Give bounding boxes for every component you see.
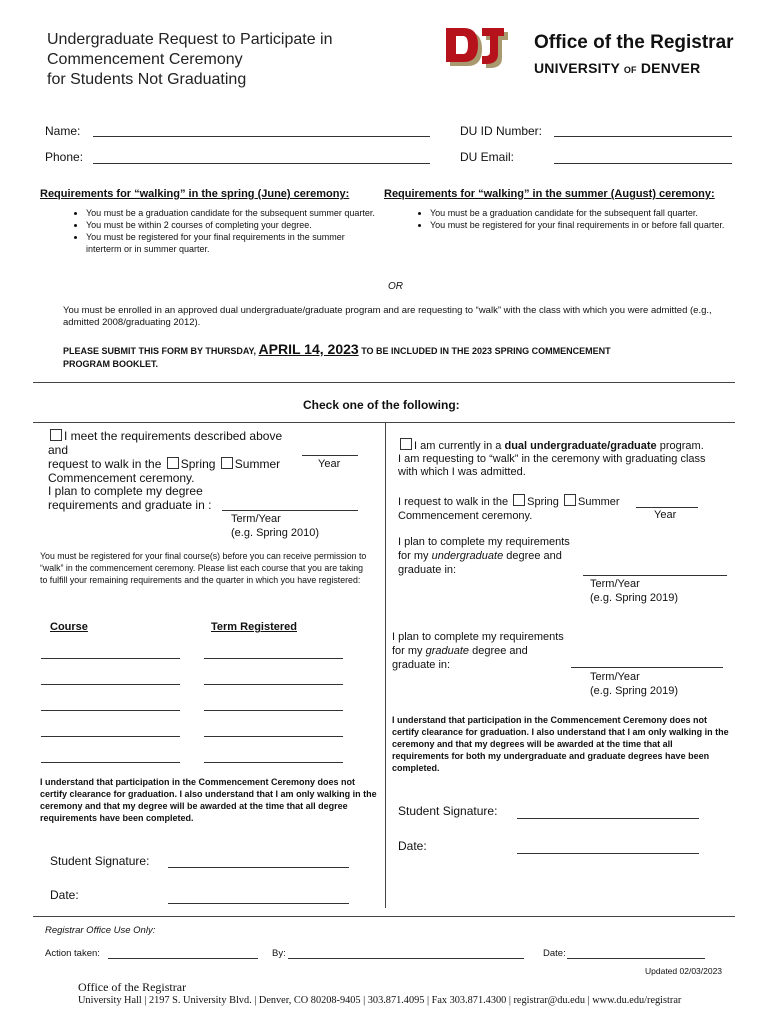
options-top-border — [33, 422, 735, 423]
submit-line-2: PROGRAM BOOKLET. — [63, 359, 159, 369]
summer-label: Summer — [234, 457, 281, 471]
dual-option — [398, 438, 723, 479]
column-divider — [385, 422, 386, 908]
registered-note: You must be registered for your final course(s) before you can receive permission to “walk” in the commencement ceremony. Please list each course that you are taking to fulfill your remaining requirements and the quarter in which you have registered: — [40, 551, 367, 585]
right-date-field[interactable] — [517, 853, 699, 854]
list-item: • You must be a graduation candidate for the subsequent fall quarter. — [430, 207, 746, 219]
ug-text-b2: undergraduate — [431, 550, 504, 562]
left-signature-label: Student Signature: — [50, 854, 150, 868]
term-year-label: Term/Year — [590, 671, 640, 683]
course-field[interactable] — [41, 762, 180, 763]
g-text-a: I plan to complete my requirements — [392, 631, 564, 643]
right-year-label: Year — [654, 509, 677, 521]
term-field[interactable] — [204, 684, 343, 685]
summer-checkbox[interactable] — [221, 457, 233, 469]
term-year-label: Term/Year — [231, 513, 281, 525]
ug-text-a: I plan to complete my requirements — [398, 536, 570, 548]
office-use-divider — [33, 916, 735, 917]
email-field[interactable] — [554, 163, 732, 164]
spring-checkbox[interactable] — [167, 457, 179, 469]
meet-text-b: request to walk in the — [48, 457, 162, 471]
right-signature-field[interactable] — [517, 818, 699, 819]
right-year-field[interactable] — [636, 507, 698, 508]
office-date-field[interactable] — [567, 958, 705, 959]
course-header: Course — [50, 621, 88, 633]
walk-option — [398, 494, 620, 523]
meet-requirements-option — [48, 429, 303, 485]
ug-text-b1: for my — [398, 550, 429, 562]
g-text-b2: graduate — [425, 645, 470, 657]
undergraduate-term-hint — [590, 577, 678, 605]
footer-address: University Hall | 2197 S. University Blvd. | Denver, CO 80208-9405 | 303.871.4095 | Fax 303.871.4300 | registrar@du.edu | www.du.edu/registrar — [78, 995, 682, 1006]
summer-requirements-heading: Requirements for “walking” in the summer (August) ceremony: — [384, 188, 715, 200]
course-field[interactable] — [41, 658, 180, 659]
dual-text-c: program. — [659, 440, 704, 452]
left-date-field[interactable] — [168, 903, 349, 904]
action-taken-field[interactable] — [108, 958, 258, 959]
university-word: UNIVERSITY — [534, 60, 620, 76]
meet-text-a: I meet the requirements described above and — [48, 429, 283, 457]
right-spring-checkbox[interactable] — [513, 494, 525, 506]
term-example: (e.g. Spring 2019) — [590, 592, 679, 604]
footer-office: Office of the Registrar — [78, 980, 187, 994]
by-label: By: — [272, 948, 286, 959]
submit-suffix: TO BE INCLUDED IN THE 2023 SPRING COMMENCEMENT — [361, 346, 611, 356]
walk-text-a: I request to walk in the — [398, 496, 509, 508]
name-field[interactable] — [93, 136, 430, 137]
spring-requirements-heading: Requirements for “walking” in the spring (June) ceremony: — [40, 188, 350, 200]
spring-label: Spring — [180, 457, 216, 471]
left-date-label: Date: — [50, 888, 79, 902]
submit-prefix: PLEASE SUBMIT THIS FORM BY THURSDAY, — [63, 346, 257, 356]
title-line-1: Undergraduate Request to Participate in — [47, 31, 333, 48]
phone-field[interactable] — [93, 163, 430, 164]
course-field[interactable] — [41, 710, 180, 711]
list-item: • You must be registered for your final requirements in the summer interterm or in summer quarter. — [86, 231, 376, 255]
section-divider — [33, 382, 735, 383]
action-taken-label: Action taken: — [45, 948, 100, 959]
updated-date: Updated 02/03/2023 — [645, 966, 723, 976]
right-spring-label: Spring — [527, 496, 559, 508]
left-signature-field[interactable] — [168, 867, 349, 868]
ug-text-b3: degree and — [506, 550, 562, 562]
denver-word: DENVER — [640, 60, 701, 76]
graduate-term-field[interactable] — [571, 667, 723, 668]
dual-text-d: I am requesting to “walk” in the ceremony with graduating class with which I was admitted. — [398, 453, 706, 478]
term-registered-header: Term Registered — [211, 621, 297, 633]
undergraduate-term-field[interactable] — [583, 575, 727, 576]
list-item: • You must be registered for your final requirements in or before fall quarter. — [430, 219, 746, 231]
term-field[interactable] — [204, 736, 343, 737]
right-summer-label: Summer — [577, 496, 620, 508]
du-id-label: DU ID Number: — [460, 124, 543, 138]
dual-text-a: I am currently in a — [414, 440, 502, 452]
by-field[interactable] — [288, 958, 524, 959]
right-date-label: Date: — [398, 839, 427, 853]
graduate-term-hint — [590, 670, 678, 698]
office-title: Office of the Registrar — [534, 32, 734, 53]
graduate-plan — [392, 630, 564, 672]
check-heading: Check one of the following: — [303, 398, 460, 412]
plan-text-b: requirements and graduate in : — [48, 498, 212, 512]
name-label: Name: — [45, 124, 81, 138]
term-field[interactable] — [204, 710, 343, 711]
dual-text-b: dual undergraduate/graduate — [504, 440, 657, 452]
meet-text-c: Commencement ceremony. — [48, 471, 195, 485]
dual-checkbox[interactable] — [400, 438, 412, 450]
email-label: DU Email: — [460, 150, 515, 164]
term-example: (e.g. Spring 2019) — [590, 685, 679, 697]
meet-requirements-checkbox[interactable] — [50, 429, 62, 441]
walk-text-b: Commencement ceremony. — [398, 510, 533, 522]
du-id-field[interactable] — [554, 136, 732, 137]
course-field[interactable] — [41, 736, 180, 737]
phone-label: Phone: — [45, 150, 84, 164]
du-logo — [444, 26, 510, 72]
university-name — [534, 60, 700, 76]
summer-requirements-list — [410, 207, 746, 231]
right-signature-label: Student Signature: — [398, 804, 498, 818]
right-summer-checkbox[interactable] — [564, 494, 576, 506]
office-date-label: Date: — [543, 948, 566, 959]
spring-requirements-list — [66, 207, 376, 255]
or-divider: OR — [388, 281, 403, 292]
left-understand-text: I understand that participation in the Commencement Ceremony does not certify clearance for graduation. I also understand that I am only walking in the ceremony and that my degree will be awarded at the time that all degree requirements have been completed. — [40, 777, 377, 823]
plan-text-a: I plan to complete my degree — [48, 484, 203, 498]
g-text-b3: degree and — [472, 645, 528, 657]
title-line-2: Commencement Ceremony — [47, 51, 243, 68]
left-term-field[interactable] — [222, 510, 358, 511]
left-year-label: Year — [318, 458, 341, 470]
g-text-c: graduate in: — [392, 659, 451, 671]
submit-date: APRIL 14, 2023 — [258, 341, 359, 357]
university-of: OF — [623, 65, 637, 75]
plan-graduate-text — [48, 484, 211, 512]
undergraduate-plan — [398, 535, 570, 577]
left-year-field[interactable] — [302, 455, 358, 456]
submit-deadline — [63, 341, 611, 357]
dual-program-text: You must be enrolled in an approved dual undergraduate/graduate program and are requesting to “walk” with the class with which you were admitted (e.g., admitted 2008/graduating 2012). — [63, 305, 712, 328]
term-example: (e.g. Spring 2010) — [231, 527, 320, 539]
term-field[interactable] — [204, 658, 343, 659]
term-year-label: Term/Year — [590, 578, 640, 590]
list-item: • You must be a graduation candidate for the subsequent summer quarter. — [86, 207, 376, 219]
ug-text-c: graduate in: — [398, 564, 457, 576]
g-text-b1: for my — [392, 645, 423, 657]
list-item: • You must be within 2 courses of completing your degree. — [86, 219, 376, 231]
office-use-heading: Registrar Office Use Only: — [45, 925, 156, 936]
right-understand-text: I understand that participation in the Commencement Ceremony does not certify clearance for graduation. I also understand that I am only walking in the ceremony and that my degrees will be awarded at the time that all requirements for both my undergraduate and graduate degrees have been completed. — [392, 715, 729, 773]
left-term-hint — [231, 512, 319, 540]
form-title — [47, 30, 377, 90]
title-line-3: for Students Not Graduating — [47, 71, 247, 88]
course-field[interactable] — [41, 684, 180, 685]
term-field[interactable] — [204, 762, 343, 763]
